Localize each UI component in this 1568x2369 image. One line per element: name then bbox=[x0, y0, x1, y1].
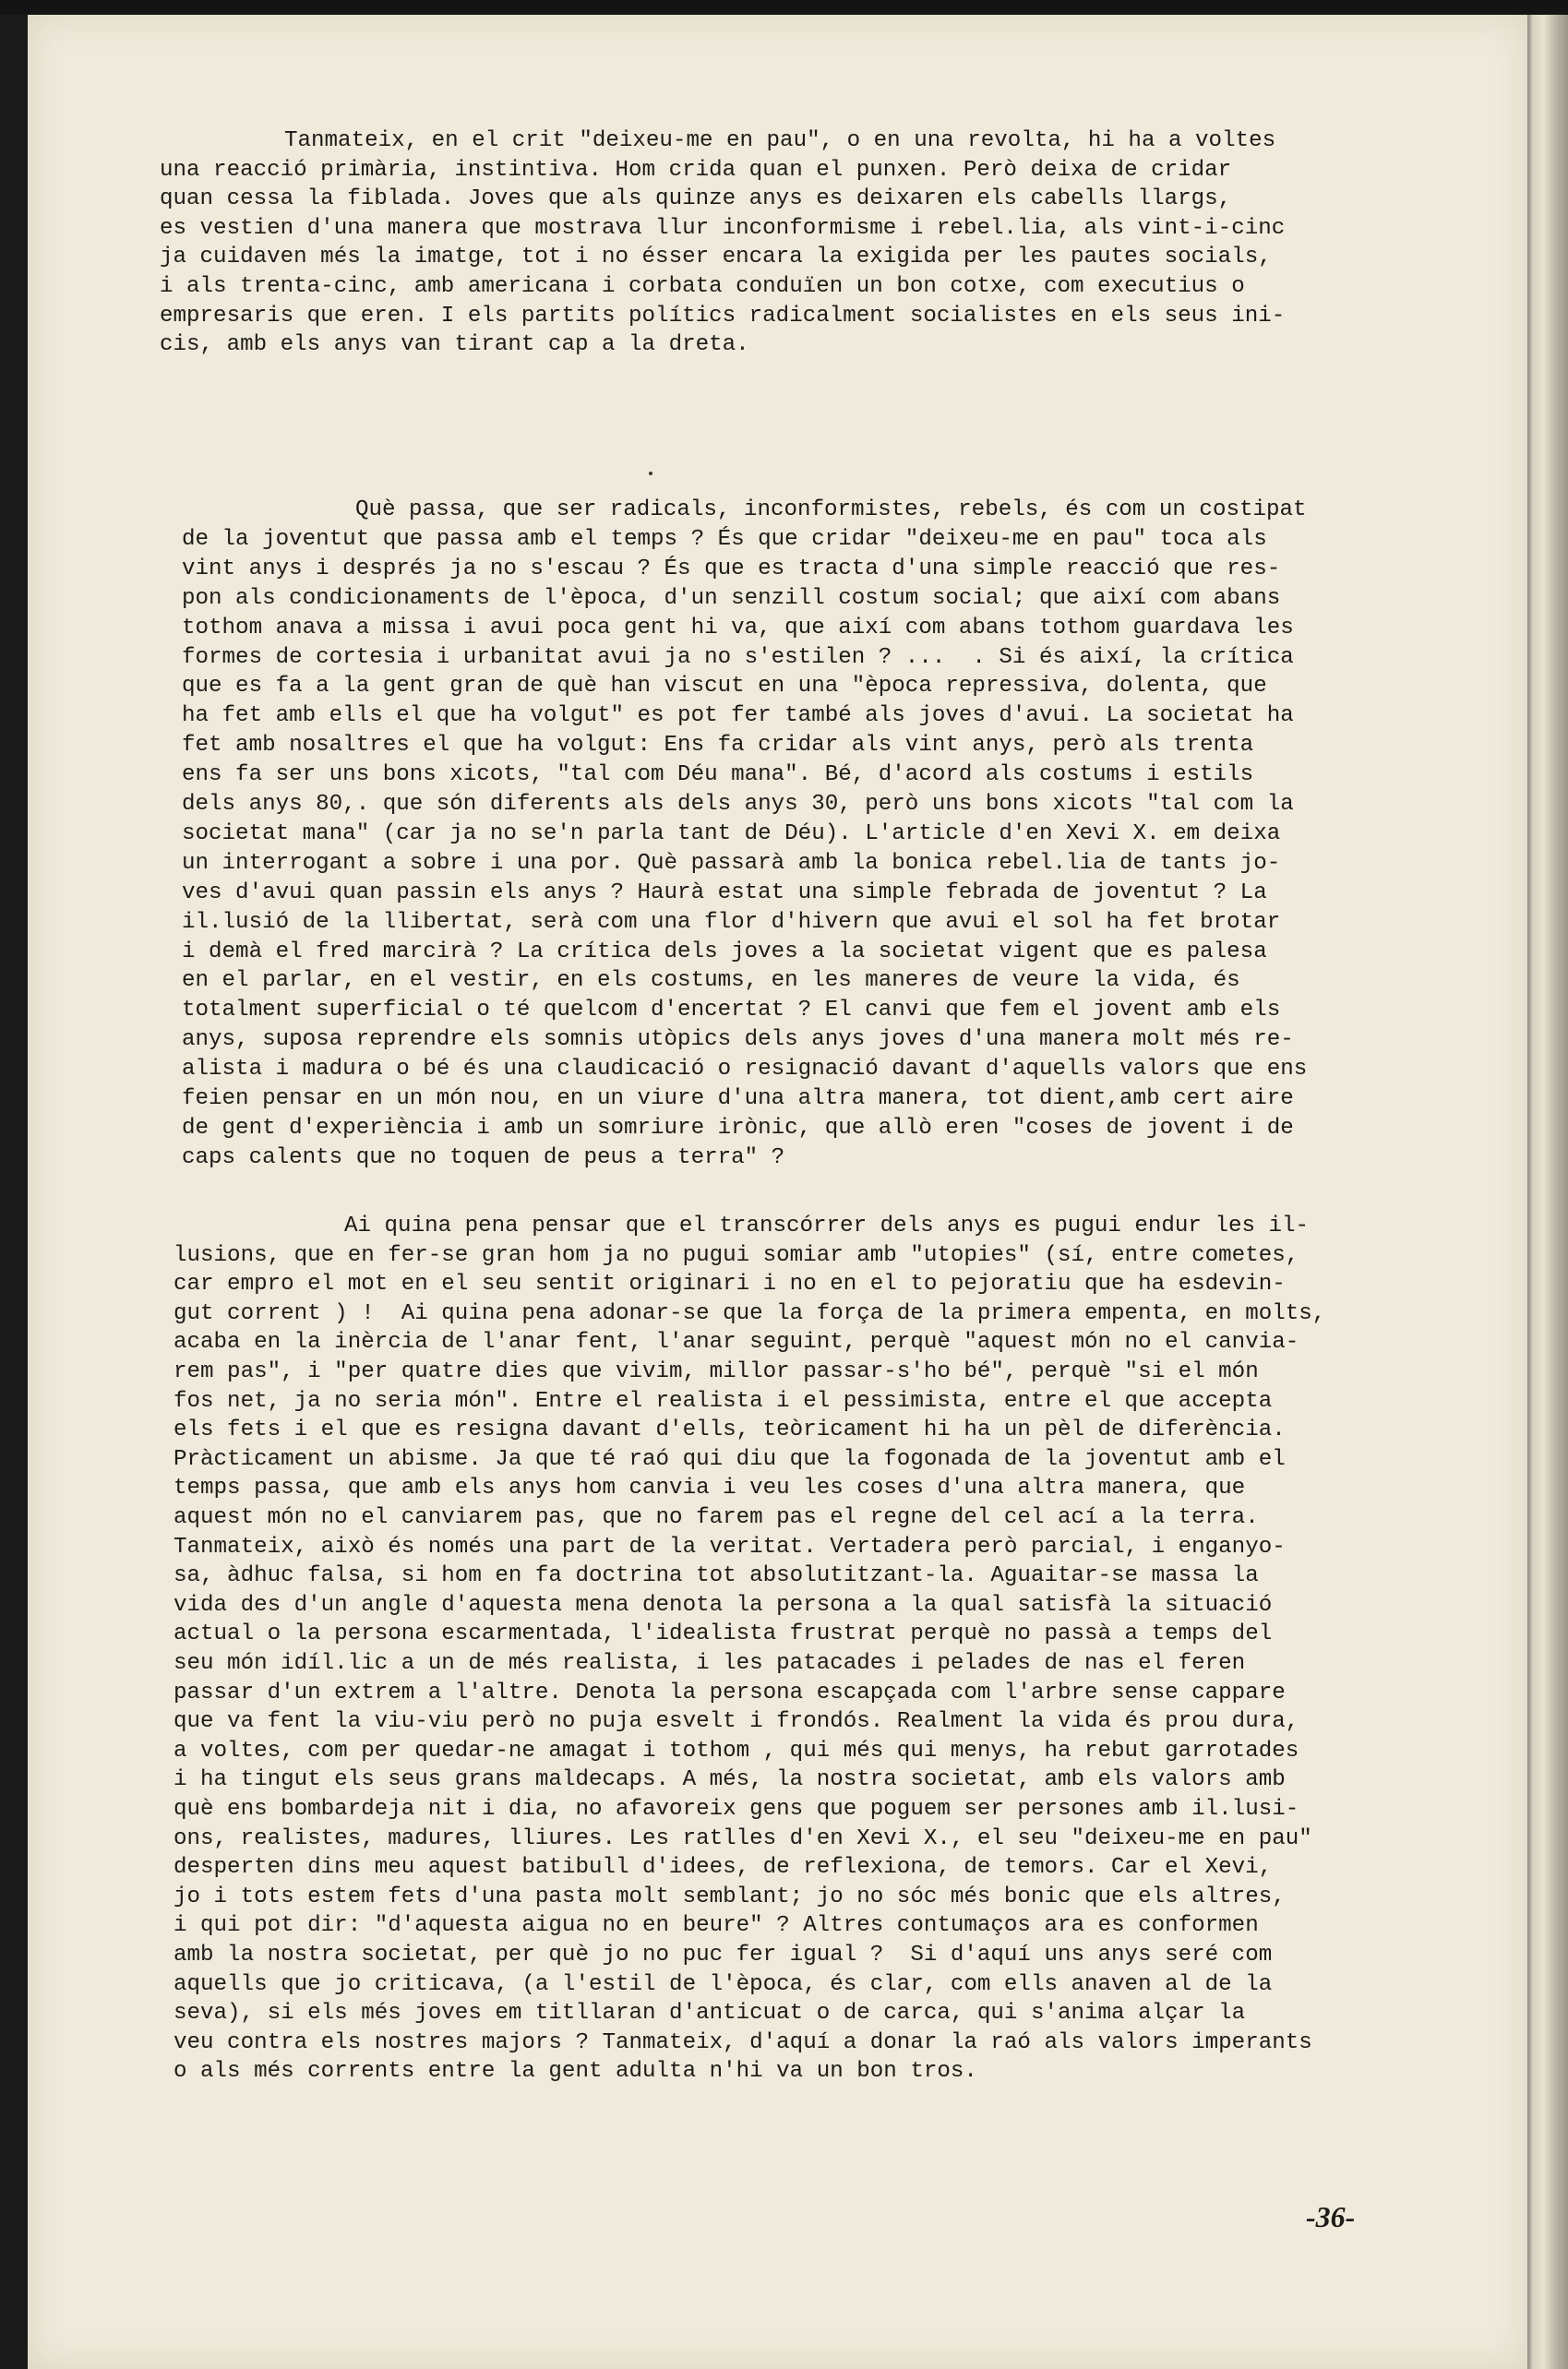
text-line: quan cessa la fiblada. Joves que als quinze anys es deixaren els cabells llargs, bbox=[160, 186, 1232, 212]
text-line: vint anys i després ja no s'escau ? És que es tracta d'una simple reacció que res- bbox=[182, 556, 1281, 581]
text-line: que va fent la viu-viu però no puja esvelt i frondós. Realment la vida és prou dura, bbox=[174, 1709, 1299, 1735]
text-line: i demà el fred marcirà ? La crítica dels joves a la societat vigent que es palesa bbox=[182, 939, 1267, 964]
text-line: sa, àdhuc falsa, si hom en fa doctrina tot absolutitzant-la. Aguaitar-se massa la bbox=[174, 1563, 1259, 1589]
text-line: anys, suposa reprendre els somnis utòpics dels anys joves d'una manera molt més re- bbox=[182, 1027, 1294, 1053]
text-line: i ha tingut els seus grans maldecaps. A més, la nostra societat, amb els valors amb bbox=[174, 1767, 1286, 1793]
text-line: ves d'avui quan passin els anys ? Haurà estat una simple febrada de joventut ? La bbox=[182, 879, 1267, 905]
text-line: ha fet amb ells el que ha volgut" es pot fer també als joves d'avui. La societat ha bbox=[182, 703, 1294, 729]
text-line: seu món idíl.lic a un de més realista, i les patacades i pelades de nas el feren bbox=[174, 1651, 1246, 1676]
text-line: rem pas", i "per quatre dies que vivim, millor passar-s'ho bé", perquè "si el món bbox=[174, 1359, 1259, 1384]
text-line: un interrogant a sobre i una por. Què passarà amb la bonica rebel.lia de tants jo- bbox=[182, 850, 1281, 876]
text-line: en el parlar, en el vestir, en els costums, en les maneres de veure la vida, és bbox=[182, 968, 1240, 994]
text-line: de la joventut que passa amb el temps ? És que cridar "deixeu-me en pau" toca als bbox=[182, 526, 1267, 552]
text-line: i als trenta-cinc, amb americana i corbata conduïen un bon cotxe, com executius o bbox=[160, 274, 1245, 299]
text-line: societat mana" (car ja no se'n parla tant de Déu). L'article d'en Xevi X. em deixa bbox=[182, 820, 1281, 846]
text-line: empresaris que eren. I els partits polítics radicalment socialistes en els seus ini- bbox=[160, 303, 1286, 329]
stray-dot bbox=[649, 472, 652, 475]
text-line: desperten dins meu aquest batibull d'idees, de reflexiona, de temors. Car el Xevi, bbox=[174, 1855, 1273, 1881]
text-line: passar d'un extrem a l'altre. Denota la persona escapçada com l'arbre sense cappare bbox=[174, 1680, 1286, 1705]
text-line: vida des d'un angle d'aquesta mena denota la persona a la qual satisfà la situació bbox=[174, 1592, 1273, 1618]
text-line: totalment superficial o té quelcom d'encertat ? El canvi que fem el jovent amb els bbox=[182, 998, 1281, 1023]
text-line: seva), si els més joves em titllaran d'anticuat o de carca, qui s'anima alçar la bbox=[174, 2001, 1246, 2027]
text-line: caps calents que no toquen de peus a terra" ? bbox=[182, 1144, 785, 1170]
scan-border bbox=[0, 0, 1568, 15]
text-line: Què passa, que ser radicals, inconformistes, rebels, és com un costipat bbox=[355, 497, 1307, 522]
text-line: car empro el mot en el seu sentit originari i no en el to pejoratiu que ha esdevin- bbox=[174, 1272, 1286, 1298]
text-line: cis, amb els anys van tirant cap a la dreta. bbox=[160, 332, 749, 358]
page-edge bbox=[1527, 15, 1568, 2369]
text-line: tothom anava a missa i avui poca gent hi va, que així com abans tothom guardava les bbox=[182, 615, 1294, 640]
text-line: fos net, ja no seria món". Entre el realista i el pessimista, entre el que accepta bbox=[174, 1388, 1273, 1414]
text-line: Ai quina pena pensar que el transcórrer dels anys es pugui endur les il- bbox=[344, 1214, 1310, 1238]
text-line: jo i tots estem fets d'una pasta molt semblant; jo no sóc més bonic que els altres, bbox=[174, 1884, 1286, 1909]
text-line: aquells que jo criticava, (a l'estil de l'època, és clar, com ells anaven al de la bbox=[174, 1971, 1273, 1997]
text-line: que es fa a la gent gran de què han viscut en una "època repressiva, dolenta, que bbox=[182, 674, 1267, 700]
text-line: o als més corrents entre la gent adulta n'hi va un bon tros. bbox=[174, 2059, 977, 2085]
text-line: Tanmateix, això és només una part de la veritat. Vertadera però parcial, i enganyo- bbox=[174, 1534, 1286, 1560]
text-line: temps passa, que amb els anys hom canvia i veu les coses d'una altra manera, que bbox=[174, 1476, 1246, 1502]
text-line: veu contra els nostres majors ? Tanmateix, d'aquí a donar la raó als valors imperants bbox=[174, 2029, 1312, 2055]
document-page bbox=[28, 15, 1527, 2369]
text-line: lusions, que en fer-se gran hom ja no pugui somiar amb "utopies" (sí, entre cometes, bbox=[174, 1242, 1299, 1268]
page-number: -36- bbox=[1306, 2200, 1356, 2233]
text-line: ens fa ser uns bons xicots, "tal com Déu mana". Bé, d'acord als costums i estils bbox=[182, 762, 1254, 788]
text-line: a voltes, com per quedar-ne amagat i tothom , qui més qui menys, ha rebut garrotades bbox=[174, 1738, 1299, 1764]
text-line: dels anys 80,. que són diferents als dels anys 30, però uns bons xicots "tal com la bbox=[182, 792, 1294, 817]
text-line: actual o la persona escarmentada, l'idealista frustrat perquè no passà a temps del bbox=[174, 1621, 1273, 1647]
text-line: alista i madura o bé és una claudicació o resignació davant d'aquells valors que ens bbox=[182, 1057, 1308, 1083]
text-line: ja cuidaven més la imatge, tot i no ésser encara la exigida per les pautes socials, bbox=[160, 245, 1272, 270]
text-line: els fets i el que es resigna davant d'ells, teòricament hi ha un pèl de diferència. bbox=[174, 1418, 1286, 1443]
text-line: de gent d'experiència i amb un somriure irònic, que allò eren "coses de jovent i de bbox=[182, 1115, 1294, 1141]
text-line: Pràcticament un abisme. Ja que té raó qui diu que la fogonada de la joventut amb el bbox=[174, 1446, 1286, 1472]
text-line: una reacció primària, instintiva. Hom crida quan el punxen. Però deixa de cridar bbox=[160, 157, 1232, 183]
text-line: i qui pot dir: "d'aquesta aigua no en beure" ? Altres contumaços ara es conformen bbox=[174, 1913, 1259, 1939]
text-line: ons, realistes, madures, lliures. Les ratlles d'en Xevi X., el seu "deixeu-me en pau" bbox=[174, 1825, 1312, 1851]
text-line: feien pensar en un món nou, en un viure d'una altra manera, tot dient,amb cert aire bbox=[182, 1086, 1294, 1111]
text-line: formes de cortesia i urbanitat avui ja no s'estilen ? ... . Si és així, la crítica bbox=[182, 644, 1294, 670]
text-line: gut corrent ) ! Ai quina pena adonar-se que la força de la primera empenta, en molts, bbox=[174, 1300, 1326, 1326]
text-line: acaba en la inèrcia de l'anar fent, l'anar seguint, perquè "aquest món no el canvia- bbox=[174, 1330, 1299, 1356]
text-line: què ens bombardeja nit i dia, no afavoreix gens que poguem ser persones amb il.lusi- bbox=[174, 1797, 1299, 1822]
text-line: il.lusió de la llibertat, serà com una flor d'hivern que avui el sol ha fet brotar bbox=[182, 909, 1281, 935]
text-line: amb la nostra societat, per què jo no puc fer igual ? Si d'aquí uns anys seré com bbox=[174, 1943, 1273, 1968]
text-line: aquest món no el canviarem pas, que no farem pas el regne del cel ací a la terra. bbox=[174, 1505, 1259, 1530]
text-line: Tanmateix, en el crit "deixeu-me en pau", o en una revolta, hi ha a voltes bbox=[284, 128, 1276, 153]
text-line: fet amb nosaltres el que ha volgut: Ens fa cridar als vint anys, però als trenta bbox=[182, 733, 1254, 759]
text-line: pon als condicionaments de l'època, d'un senzill costum social; que així com abans bbox=[182, 585, 1281, 611]
text-line: es vestien d'una manera que mostrava llur inconformisme i rebel.lia, als vint-i-cinc bbox=[160, 215, 1286, 241]
